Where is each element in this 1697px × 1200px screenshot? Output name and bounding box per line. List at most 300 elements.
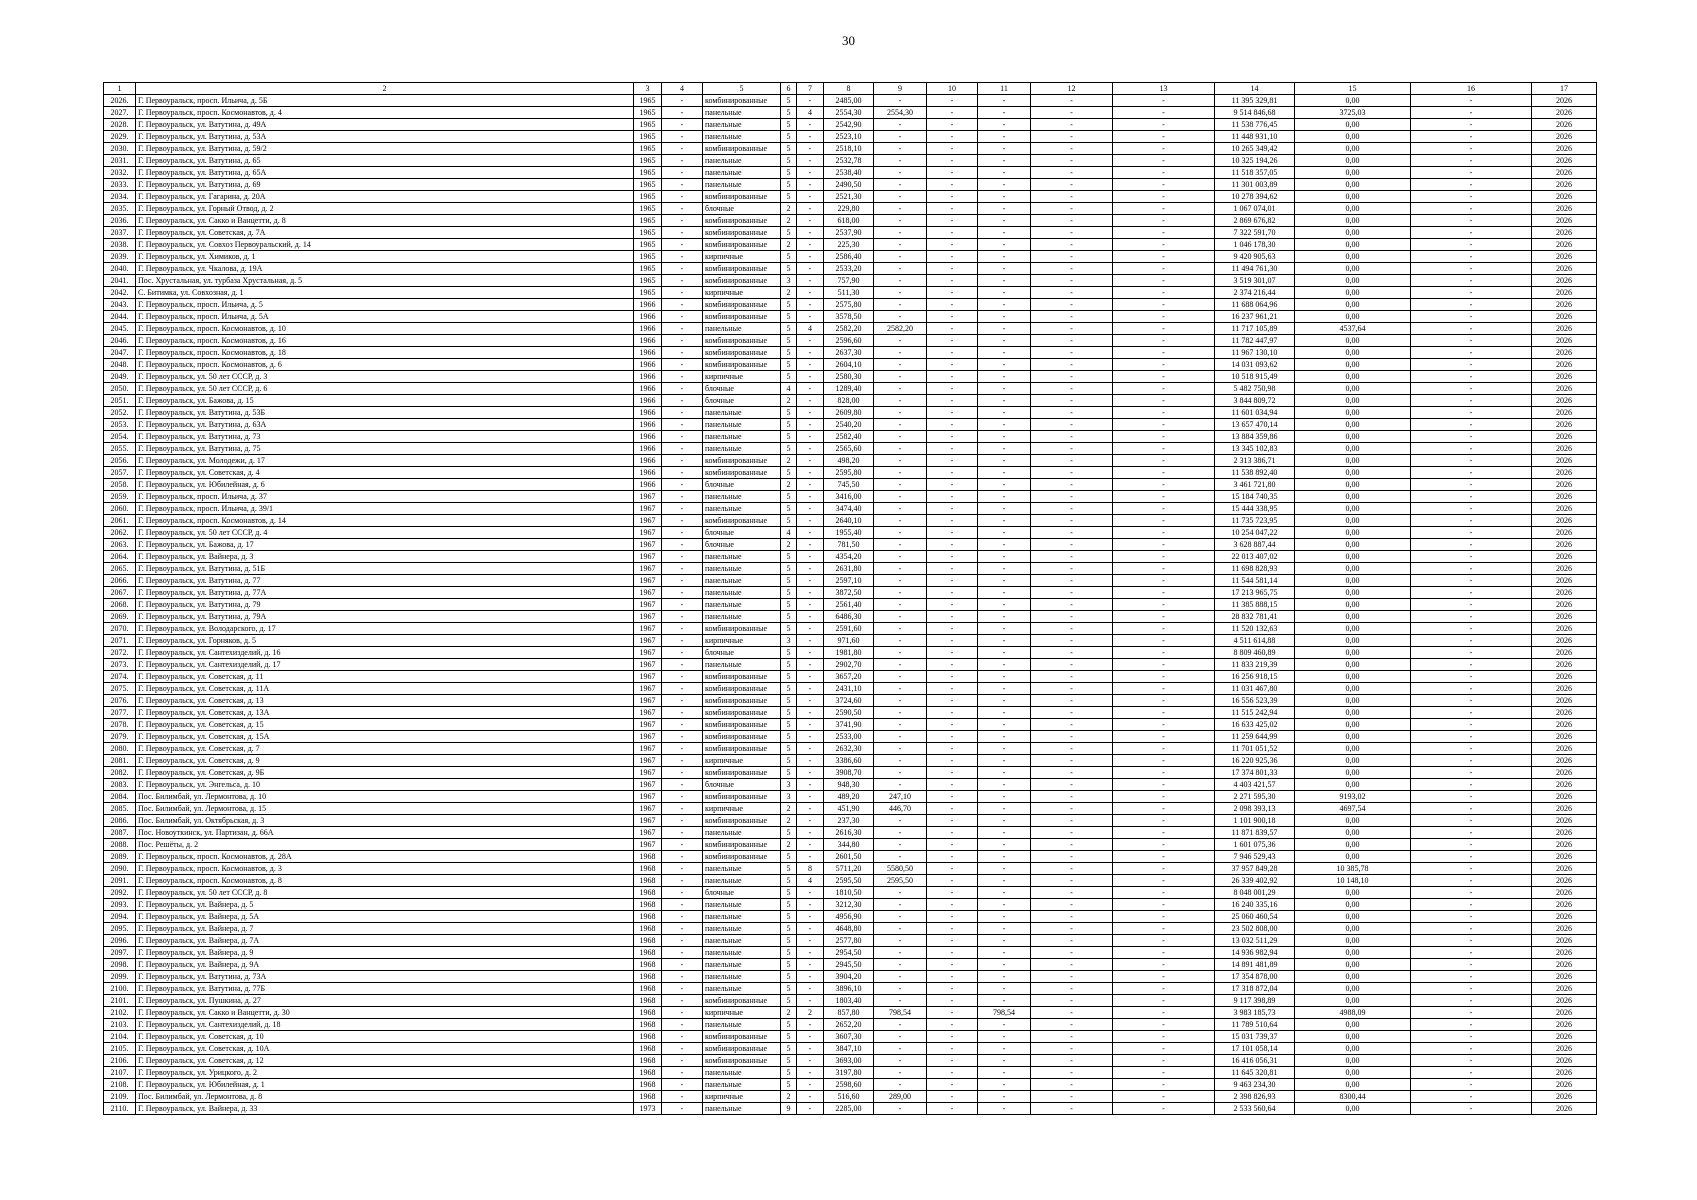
cell-year-commissioning: - xyxy=(662,311,703,323)
cell-row-number: 2102. xyxy=(104,1007,136,1019)
cell-living-area: - xyxy=(874,143,927,155)
cell-area-col11: - xyxy=(978,731,1031,743)
cell-year-commissioning: - xyxy=(662,299,703,311)
cell-cost-total: 16 256 918,15 xyxy=(1215,671,1295,683)
cell-col13: - xyxy=(1113,455,1215,467)
cell-entrances: - xyxy=(797,131,824,143)
cell-total-area: 2902,70 xyxy=(824,659,874,671)
cell-cost-per-sqm: 0,00 xyxy=(1295,431,1411,443)
cell-address: Г. Первоуральск, ул. Советская, д. 9Б xyxy=(136,767,634,779)
cell-year-commissioning: - xyxy=(662,203,703,215)
cell-col12: - xyxy=(1031,575,1113,587)
cell-address: Г. Первоуральск, просп. Космонавтов, д. 28А xyxy=(136,851,634,863)
cell-cost-total: 11 538 776,45 xyxy=(1215,119,1295,131)
cell-col16: - xyxy=(1411,767,1532,779)
cell-col13: - xyxy=(1113,1079,1215,1091)
cell-area-col10: - xyxy=(927,347,978,359)
cell-wall-material: блочные xyxy=(703,539,781,551)
cell-address: Г. Первоуральск, ул. Советская, д. 9 xyxy=(136,755,634,767)
cell-year-built: 1965 xyxy=(634,107,662,119)
cell-cost-total: 9 463 234,30 xyxy=(1215,1079,1295,1091)
cell-year-built: 1967 xyxy=(634,623,662,635)
cell-total-area: 344,80 xyxy=(824,839,874,851)
cell-entrances: - xyxy=(797,755,824,767)
table-row xyxy=(104,395,1597,407)
cell-col12: - xyxy=(1031,227,1113,239)
cell-total-area: 2523,10 xyxy=(824,131,874,143)
cell-cost-per-sqm: 0,00 xyxy=(1295,131,1411,143)
cell-living-area: - xyxy=(874,623,927,635)
cell-area-col11: - xyxy=(978,875,1031,887)
cell-entrances: - xyxy=(797,563,824,575)
cell-cost-total: 8 048 001,29 xyxy=(1215,887,1295,899)
cell-entrances: - xyxy=(797,707,824,719)
cell-area-col10: - xyxy=(927,1067,978,1079)
cell-year-built: 1965 xyxy=(634,179,662,191)
cell-cost-total: 2 271 595,30 xyxy=(1215,791,1295,803)
table-row xyxy=(104,767,1597,779)
cell-plan-year: 2026 xyxy=(1532,899,1597,911)
cell-col12: - xyxy=(1031,923,1113,935)
cell-entrances: 2 xyxy=(797,1007,824,1019)
cell-cost-total: 11 385 888,15 xyxy=(1215,599,1295,611)
cell-cost-per-sqm: 0,00 xyxy=(1295,311,1411,323)
cell-entrances: - xyxy=(797,899,824,911)
cell-col13: - xyxy=(1113,815,1215,827)
cell-entrances: - xyxy=(797,971,824,983)
cell-year-built: 1966 xyxy=(634,467,662,479)
cell-plan-year: 2026 xyxy=(1532,623,1597,635)
cell-floors: 3 xyxy=(781,791,797,803)
table-row xyxy=(104,479,1597,491)
cell-floors: 5 xyxy=(781,323,797,335)
cell-year-commissioning: - xyxy=(662,1007,703,1019)
cell-col13: - xyxy=(1113,587,1215,599)
cell-living-area: - xyxy=(874,851,927,863)
cell-wall-material: панельные xyxy=(703,863,781,875)
cell-address: Г. Первоуральск, ул. Ватутина, д. 75 xyxy=(136,443,634,455)
table-row xyxy=(104,611,1597,623)
cell-col12: - xyxy=(1031,299,1113,311)
cell-row-number: 2065. xyxy=(104,563,136,575)
cell-year-commissioning: - xyxy=(662,803,703,815)
cell-cost-per-sqm: 0,00 xyxy=(1295,1019,1411,1031)
cell-wall-material: комбинированные xyxy=(703,239,781,251)
cell-col16: - xyxy=(1411,143,1532,155)
cell-floors: 5 xyxy=(781,923,797,935)
cell-col13: - xyxy=(1113,671,1215,683)
cell-living-area: - xyxy=(874,983,927,995)
cell-area-col11: - xyxy=(978,815,1031,827)
cell-col13: - xyxy=(1113,899,1215,911)
cell-living-area: - xyxy=(874,995,927,1007)
cell-area-col10: - xyxy=(927,995,978,1007)
cell-area-col11: - xyxy=(978,575,1031,587)
cell-entrances: - xyxy=(797,455,824,467)
cell-cost-per-sqm: 0,00 xyxy=(1295,191,1411,203)
cell-year-built: 1966 xyxy=(634,419,662,431)
cell-col16: - xyxy=(1411,311,1532,323)
cell-area-col10: - xyxy=(927,659,978,671)
cell-area-col11: - xyxy=(978,827,1031,839)
cell-col12: - xyxy=(1031,335,1113,347)
cell-year-commissioning: - xyxy=(662,191,703,203)
cell-cost-total: 13 884 359,86 xyxy=(1215,431,1295,443)
cell-entrances: - xyxy=(797,779,824,791)
cell-year-commissioning: - xyxy=(662,983,703,995)
table-row xyxy=(104,947,1597,959)
cell-plan-year: 2026 xyxy=(1532,383,1597,395)
cell-cost-total: 15 444 338,95 xyxy=(1215,503,1295,515)
cell-plan-year: 2026 xyxy=(1532,911,1597,923)
cell-wall-material: панельные xyxy=(703,923,781,935)
table-row xyxy=(104,503,1597,515)
cell-col12: - xyxy=(1031,455,1113,467)
cell-wall-material: панельные xyxy=(703,1079,781,1091)
cell-entrances: - xyxy=(797,587,824,599)
cell-col13: - xyxy=(1113,575,1215,587)
cell-floors: 5 xyxy=(781,1043,797,1055)
cell-entrances: - xyxy=(797,467,824,479)
cell-col13: - xyxy=(1113,251,1215,263)
cell-floors: 5 xyxy=(781,611,797,623)
cell-living-area: - xyxy=(874,707,927,719)
cell-living-area: - xyxy=(874,551,927,563)
cell-year-built: 1967 xyxy=(634,839,662,851)
cell-col16: - xyxy=(1411,347,1532,359)
cell-entrances: - xyxy=(797,1031,824,1043)
cell-area-col10: - xyxy=(927,323,978,335)
cell-row-number: 2069. xyxy=(104,611,136,623)
cell-row-number: 2097. xyxy=(104,947,136,959)
cell-cost-total: 10 265 349,42 xyxy=(1215,143,1295,155)
cell-address: Г. Первоуральск, ул. Советская, д. 15А xyxy=(136,731,634,743)
cell-entrances: - xyxy=(797,263,824,275)
cell-year-built: 1966 xyxy=(634,347,662,359)
cell-total-area: 2580,30 xyxy=(824,371,874,383)
cell-total-area: 2538,40 xyxy=(824,167,874,179)
cell-living-area: - xyxy=(874,911,927,923)
cell-year-built: 1966 xyxy=(634,323,662,335)
table-row xyxy=(104,659,1597,671)
cell-cost-total: 11 782 447,97 xyxy=(1215,335,1295,347)
cell-area-col10: - xyxy=(927,923,978,935)
cell-area-col11: - xyxy=(978,347,1031,359)
cell-col16: - xyxy=(1411,923,1532,935)
cell-cost-total: 16 633 425,02 xyxy=(1215,719,1295,731)
cell-floors: 2 xyxy=(781,1091,797,1103)
cell-cost-total: 2 533 560,64 xyxy=(1215,1103,1295,1115)
cell-entrances: - xyxy=(797,839,824,851)
table-row xyxy=(104,203,1597,215)
cell-plan-year: 2026 xyxy=(1532,863,1597,875)
cell-row-number: 2088. xyxy=(104,839,136,851)
cell-row-number: 2084. xyxy=(104,791,136,803)
cell-col16: - xyxy=(1411,647,1532,659)
cell-col16: - xyxy=(1411,563,1532,575)
cell-year-built: 1967 xyxy=(634,635,662,647)
cell-year-commissioning: - xyxy=(662,95,703,107)
cell-area-col10: - xyxy=(927,1055,978,1067)
cell-area-col10: - xyxy=(927,647,978,659)
cell-col13: - xyxy=(1113,863,1215,875)
cell-plan-year: 2026 xyxy=(1532,95,1597,107)
cell-wall-material: панельные xyxy=(703,575,781,587)
cell-wall-material: панельные xyxy=(703,611,781,623)
cell-cost-per-sqm: 0,00 xyxy=(1295,359,1411,371)
cell-col13: - xyxy=(1113,983,1215,995)
cell-cost-per-sqm: 0,00 xyxy=(1295,395,1411,407)
cell-year-commissioning: - xyxy=(662,911,703,923)
cell-col16: - xyxy=(1411,1103,1532,1115)
cell-cost-total: 17 213 965,75 xyxy=(1215,587,1295,599)
cell-plan-year: 2026 xyxy=(1532,1031,1597,1043)
cell-year-commissioning: - xyxy=(662,467,703,479)
cell-cost-total: 11 735 723,95 xyxy=(1215,515,1295,527)
cell-year-built: 1968 xyxy=(634,935,662,947)
cell-col16: - xyxy=(1411,503,1532,515)
cell-row-number: 2095. xyxy=(104,923,136,935)
cell-col16: - xyxy=(1411,131,1532,143)
table-row xyxy=(104,419,1597,431)
cell-plan-year: 2026 xyxy=(1532,359,1597,371)
cell-year-commissioning: - xyxy=(662,923,703,935)
cell-row-number: 2055. xyxy=(104,443,136,455)
cell-address: Г. Первоуральск, ул. Вайнера, д. 33 xyxy=(136,1103,634,1115)
table-row xyxy=(104,731,1597,743)
cell-wall-material: комбинированные xyxy=(703,707,781,719)
cell-living-area: - xyxy=(874,299,927,311)
cell-cost-per-sqm: 0,00 xyxy=(1295,587,1411,599)
cell-col16: - xyxy=(1411,527,1532,539)
cell-row-number: 2056. xyxy=(104,455,136,467)
table-row xyxy=(104,599,1597,611)
cell-plan-year: 2026 xyxy=(1532,791,1597,803)
cell-year-commissioning: - xyxy=(662,455,703,467)
cell-year-built: 1966 xyxy=(634,335,662,347)
cell-entrances: - xyxy=(797,1055,824,1067)
cell-cost-per-sqm: 0,00 xyxy=(1295,575,1411,587)
cell-cost-total: 2 374 216,44 xyxy=(1215,287,1295,299)
cell-cost-per-sqm: 0,00 xyxy=(1295,743,1411,755)
cell-plan-year: 2026 xyxy=(1532,695,1597,707)
cell-col13: - xyxy=(1113,767,1215,779)
cell-cost-per-sqm: 0,00 xyxy=(1295,899,1411,911)
cell-area-col10: - xyxy=(927,611,978,623)
cell-wall-material: панельные xyxy=(703,407,781,419)
cell-cost-total: 16 556 523,39 xyxy=(1215,695,1295,707)
cell-cost-total: 10 325 194,26 xyxy=(1215,155,1295,167)
cell-year-commissioning: - xyxy=(662,659,703,671)
cell-col13: - xyxy=(1113,1103,1215,1115)
cell-cost-total: 1 046 178,30 xyxy=(1215,239,1295,251)
cell-address: Г. Первоуральск, ул. Советская, д. 12 xyxy=(136,1055,634,1067)
cell-row-number: 2062. xyxy=(104,527,136,539)
cell-year-built: 1968 xyxy=(634,995,662,1007)
cell-wall-material: панельные xyxy=(703,551,781,563)
column-header-total-area: 8 xyxy=(824,83,874,95)
cell-address: Г. Первоуральск, ул. Ватутина, д. 65А xyxy=(136,167,634,179)
table-row xyxy=(104,779,1597,791)
cell-year-commissioning: - xyxy=(662,539,703,551)
cell-total-area: 3847,10 xyxy=(824,1043,874,1055)
cell-year-commissioning: - xyxy=(662,1067,703,1079)
cell-cost-per-sqm: 10 385,78 xyxy=(1295,863,1411,875)
cell-year-built: 1967 xyxy=(634,815,662,827)
cell-plan-year: 2026 xyxy=(1532,851,1597,863)
cell-year-built: 1967 xyxy=(634,587,662,599)
cell-col12: - xyxy=(1031,239,1113,251)
cell-col16: - xyxy=(1411,779,1532,791)
cell-area-col10: - xyxy=(927,983,978,995)
cell-entrances: - xyxy=(797,623,824,635)
cell-col13: - xyxy=(1113,551,1215,563)
cell-total-area: 2954,50 xyxy=(824,947,874,959)
cell-col12: - xyxy=(1031,671,1113,683)
cell-area-col11: - xyxy=(978,683,1031,695)
cell-cost-per-sqm: 0,00 xyxy=(1295,203,1411,215)
cell-wall-material: комбинированные xyxy=(703,299,781,311)
table-row xyxy=(104,959,1597,971)
cell-col13: - xyxy=(1113,155,1215,167)
cell-year-commissioning: - xyxy=(662,827,703,839)
cell-year-commissioning: - xyxy=(662,1055,703,1067)
cell-entrances: - xyxy=(797,647,824,659)
cell-living-area: - xyxy=(874,935,927,947)
cell-year-built: 1973 xyxy=(634,1103,662,1115)
cell-area-col10: - xyxy=(927,191,978,203)
cell-col13: - xyxy=(1113,635,1215,647)
cell-floors: 5 xyxy=(781,707,797,719)
cell-floors: 5 xyxy=(781,851,797,863)
column-header-year-built: 3 xyxy=(634,83,662,95)
cell-plan-year: 2026 xyxy=(1532,347,1597,359)
cell-floors: 5 xyxy=(781,623,797,635)
cell-plan-year: 2026 xyxy=(1532,155,1597,167)
cell-floors: 5 xyxy=(781,467,797,479)
cell-plan-year: 2026 xyxy=(1532,983,1597,995)
cell-wall-material: панельные xyxy=(703,503,781,515)
cell-year-commissioning: - xyxy=(662,527,703,539)
cell-col13: - xyxy=(1113,911,1215,923)
cell-address: Г. Первоуральск, ул. Вайнера, д. 9 xyxy=(136,947,634,959)
cell-address: Г. Первоуральск, ул. Ватутина, д. 51Б xyxy=(136,563,634,575)
cell-address: Г. Первоуральск, ул. Вайнера, д. 5А xyxy=(136,911,634,923)
cell-year-built: 1965 xyxy=(634,155,662,167)
cell-plan-year: 2026 xyxy=(1532,479,1597,491)
cell-col16: - xyxy=(1411,839,1532,851)
table-row xyxy=(104,95,1597,107)
cell-address: Г. Первоуральск, ул. Сантехизделий, д. 16 xyxy=(136,647,634,659)
cell-col12: - xyxy=(1031,515,1113,527)
cell-wall-material: панельные xyxy=(703,179,781,191)
cell-col13: - xyxy=(1113,479,1215,491)
cell-cost-per-sqm: 0,00 xyxy=(1295,227,1411,239)
cell-col16: - xyxy=(1411,1067,1532,1079)
cell-wall-material: комбинированные xyxy=(703,335,781,347)
cell-year-commissioning: - xyxy=(662,1031,703,1043)
cell-total-area: 1955,40 xyxy=(824,527,874,539)
cell-living-area: - xyxy=(874,215,927,227)
cell-living-area: - xyxy=(874,599,927,611)
cell-col12: - xyxy=(1031,791,1113,803)
cell-col12: - xyxy=(1031,815,1113,827)
cell-wall-material: комбинированные xyxy=(703,515,781,527)
cell-col12: - xyxy=(1031,503,1113,515)
cell-col12: - xyxy=(1031,1043,1113,1055)
table-row xyxy=(104,335,1597,347)
cell-col16: - xyxy=(1411,947,1532,959)
cell-year-built: 1965 xyxy=(634,119,662,131)
cell-address: Г. Первоуральск, ул. Бажова, д. 15 xyxy=(136,395,634,407)
cell-row-number: 2064. xyxy=(104,551,136,563)
cell-col16: - xyxy=(1411,455,1532,467)
cell-entrances: - xyxy=(797,95,824,107)
table-row xyxy=(104,359,1597,371)
table-row xyxy=(104,983,1597,995)
table-row xyxy=(104,587,1597,599)
cell-area-col10: - xyxy=(927,803,978,815)
cell-area-col11: - xyxy=(978,959,1031,971)
cell-cost-total: 16 240 335,16 xyxy=(1215,899,1295,911)
cell-row-number: 2052. xyxy=(104,407,136,419)
cell-floors: 5 xyxy=(781,179,797,191)
cell-cost-total: 1 101 900,18 xyxy=(1215,815,1295,827)
cell-living-area: - xyxy=(874,1055,927,1067)
cell-wall-material: комбинированные xyxy=(703,719,781,731)
cell-address: Г. Первоуральск, просп. Ильича, д. 5А xyxy=(136,311,634,323)
cell-row-number: 2029. xyxy=(104,131,136,143)
column-header-area-col11: 11 xyxy=(978,83,1031,95)
cell-cost-per-sqm: 0,00 xyxy=(1295,851,1411,863)
cell-total-area: 2631,80 xyxy=(824,563,874,575)
cell-year-commissioning: - xyxy=(662,251,703,263)
cell-year-built: 1968 xyxy=(634,875,662,887)
cell-row-number: 2058. xyxy=(104,479,136,491)
cell-living-area: - xyxy=(874,119,927,131)
cell-address: Г. Первоуральск, ул. Ватутина, д. 77 xyxy=(136,575,634,587)
cell-area-col11: - xyxy=(978,419,1031,431)
cell-year-commissioning: - xyxy=(662,551,703,563)
cell-cost-per-sqm: 0,00 xyxy=(1295,719,1411,731)
cell-col16: - xyxy=(1411,899,1532,911)
cell-total-area: 3657,20 xyxy=(824,671,874,683)
table-row xyxy=(104,839,1597,851)
cell-cost-total: 3 628 887,44 xyxy=(1215,539,1295,551)
cell-year-commissioning: - xyxy=(662,407,703,419)
cell-year-commissioning: - xyxy=(662,323,703,335)
cell-area-col11: - xyxy=(978,887,1031,899)
cell-address: Пос. Билимбай, ул. Лермонтова, д. 10 xyxy=(136,791,634,803)
cell-year-commissioning: - xyxy=(662,575,703,587)
cell-area-col10: - xyxy=(927,335,978,347)
cell-area-col10: - xyxy=(927,467,978,479)
cell-living-area: - xyxy=(874,131,927,143)
table-row xyxy=(104,287,1597,299)
cell-row-number: 2074. xyxy=(104,671,136,683)
cell-col16: - xyxy=(1411,407,1532,419)
cell-col13: - xyxy=(1113,743,1215,755)
cell-living-area: - xyxy=(874,923,927,935)
cell-address: Г. Первоуральск, ул. 50 лет СССР, д. 4 xyxy=(136,527,634,539)
cell-col13: - xyxy=(1113,179,1215,191)
cell-address: Г. Первоуральск, просп. Космонавтов, д. 16 xyxy=(136,335,634,347)
cell-row-number: 2027. xyxy=(104,107,136,119)
cell-area-col11: - xyxy=(978,1103,1031,1115)
table-row xyxy=(104,431,1597,443)
cell-plan-year: 2026 xyxy=(1532,551,1597,563)
cell-area-col10: - xyxy=(927,791,978,803)
